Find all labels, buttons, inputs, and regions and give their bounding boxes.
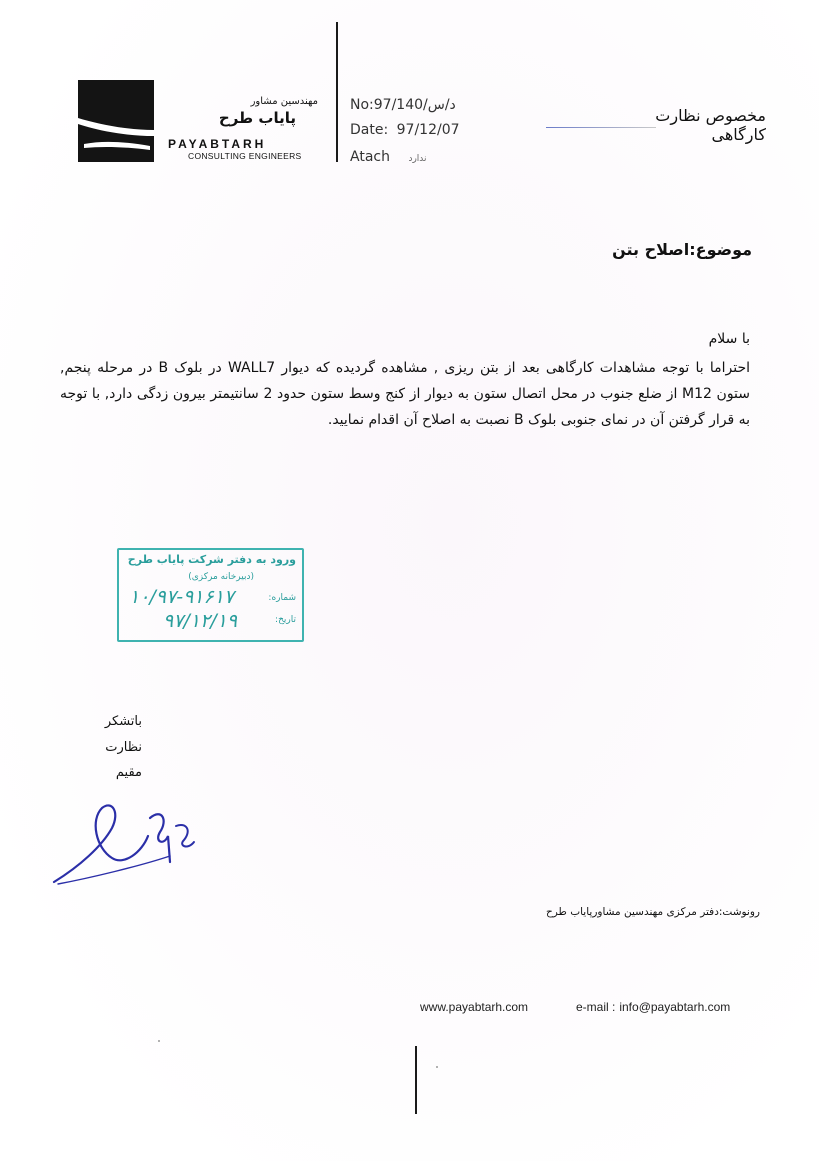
stamp-number-value: ۱۰/۹۷-۹۱۶۱۷ [129, 586, 235, 608]
letter-subject: موضوع:اصلاح بتن [612, 240, 752, 259]
footer-email-label: e-mail : [576, 1000, 616, 1014]
header-divider [336, 22, 338, 162]
closing-line-supervision: نظارت [105, 740, 142, 755]
company-subtitle: CONSULTING ENGINEERS [188, 151, 302, 161]
company-name-fa: پایاب طرح [218, 109, 296, 127]
letter-number-label: No: [350, 97, 374, 113]
letter-attach-value: ندارد [408, 154, 427, 164]
letter-number-row [350, 97, 456, 113]
handwritten-signature [50, 796, 200, 888]
paper-speck [158, 1040, 160, 1042]
stamp-date-value: ۹۷/۱۲/۱۹ [163, 610, 238, 632]
letter-date-row [350, 122, 460, 138]
letter-attach-row [350, 149, 427, 165]
company-name-small-fa: مهندسین مشاور [250, 96, 318, 107]
footer-email-address[interactable]: info@payabtarh.com [619, 1000, 731, 1014]
letter-number-value: 97/د/س/140 [373, 97, 456, 113]
company-name-en: PAYABTARH [168, 137, 267, 151]
paper-speck [436, 1066, 438, 1068]
footer-email [576, 1000, 730, 1014]
carbon-copy-note: رونوشت:دفتر مرکزی مهندسین مشاورپایاب طرح [545, 906, 760, 918]
company-logo [78, 80, 154, 162]
header-underline [546, 127, 656, 128]
stamp-subtitle: (دبیرخانه مرکزی) [188, 572, 254, 582]
stamp-date-label: تاریخ: [275, 615, 296, 625]
letter-greeting: با سلام [708, 331, 750, 347]
stamp-title: ورود به دفتر شرکت پایاب طرح [127, 553, 296, 566]
stamp-number-label: شماره: [268, 593, 296, 603]
closing-line-resident: مقیم [115, 765, 142, 780]
letter-attach-label: Atach [350, 149, 390, 165]
receipt-stamp [117, 548, 304, 642]
footer-website[interactable]: www.payabtarh.com [420, 1000, 529, 1014]
footer-divider [415, 1046, 417, 1114]
letter-body: احتراما با توجه مشاهدات کارگاهی بعد از بتن ریزی , مشاهده گردیده که دیوار WALL7 در بلوک B در مرحله پنجم, ستون M12 از ضلع جنوب در محل اتصال ستون به دیوار از کنج وسط ستون حدود 2 سانتیمتر بیرون زدگی دارد, با توجه به قرار گرفتن آن در نمای جنوبی بلوک B نصبت به اصلاح آن اقدام نمایید. [60, 360, 751, 428]
header-title: مخصوص نظارت کارگاهی [655, 106, 766, 144]
closing-line-thanks: باتشکر [104, 714, 142, 729]
letter-date-label: Date: [350, 122, 389, 138]
letter-date-value: 97/12/07 [396, 122, 460, 138]
